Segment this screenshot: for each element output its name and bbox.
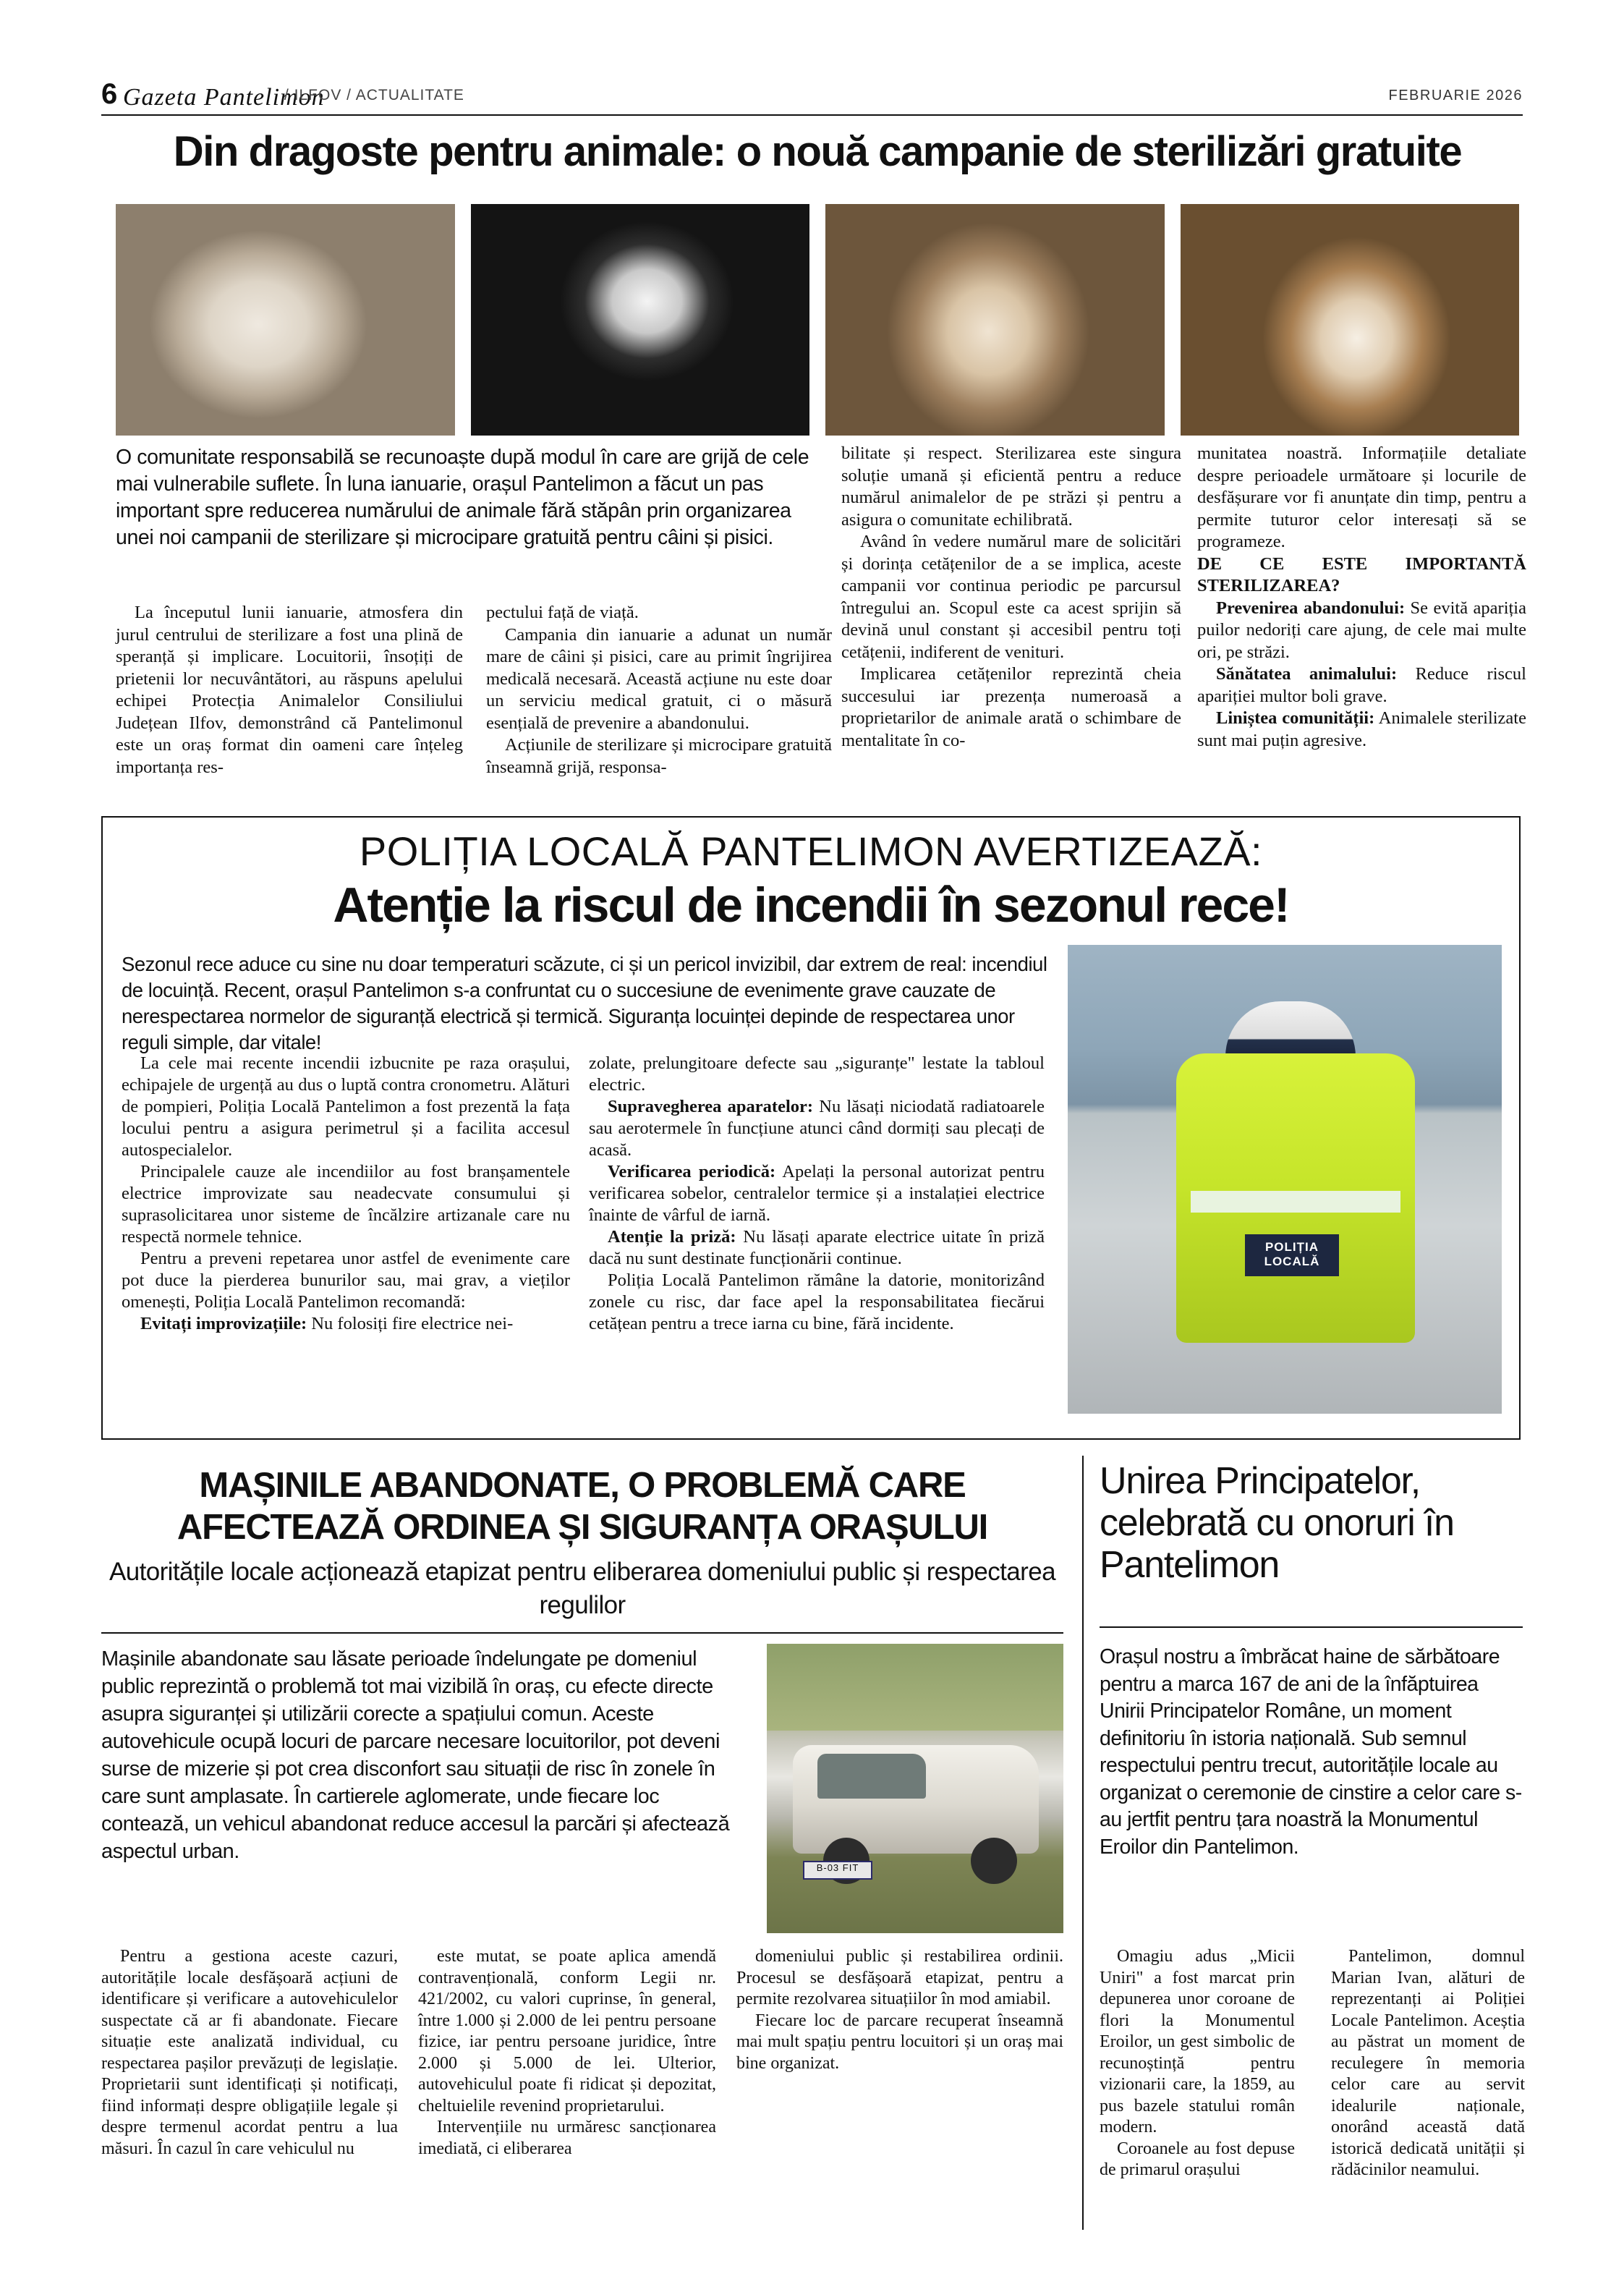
paragraph: munitatea noastră. Informațiile detaliate despre perioadele următoare și locurile de desfășurare vor fi anunțate din timp, pentru a permite tuturor celor interesați să se programeze. [1197, 444, 1526, 551]
paragraph: este mutat, se poate aplica amendă contravențională, conform Legii nr. 421/2002, cu valori cuprinse, în general, între 1.000 și 2.000 de lei pentru persoane fizice, iar pentru persoane juridice, între 2.000 și 5.000 de lei. Ulterior, autovehiculul poate fi ridicat și depozitat, cheltuielile revenind proprietarului. [418, 1947, 716, 2115]
photo-police-officer [1068, 945, 1502, 1414]
article3-headline: MAȘINILE ABANDONATE, O PROBLEMĂ CARE AFECTEAZĂ ORDINEA ȘI SIGURANȚA ORAȘULUI [177, 1466, 988, 1547]
article3-column-c [736, 1946, 1063, 2074]
publication-title: Gazeta Pantelimon [123, 84, 325, 111]
photo-beagle [1181, 204, 1520, 436]
safety-term: Evitați improvizațiile: [140, 1314, 307, 1333]
article4-column-a [1100, 1946, 1295, 2181]
paragraph: Pentru a gestiona aceste cazuri, autoritățile locale desfășoară acțiuni de identificare și verificare a autovehiculelor suspectate că ar fi abandonate. Fiecare situație este analizată individual, cu respectarea pașilor prevăzuți de legislație. Proprietarii sunt identificați și notificați, fiind informați despre obligațiile legale și despre termenul acordat pentru a lua măsuri. În cazul în care vehiculul nu [101, 1947, 398, 2158]
safety-term: Verificarea periodică: [608, 1162, 776, 1181]
safety-item [122, 1313, 570, 1335]
issue-date: FEBRUARIE 2026 [1388, 88, 1523, 103]
paragraph: Implicarea cetățenilor reprezintă cheia succesului iar prezența numeroasă a proprietarilor de animale arată o schimbare de mentalitate în co- [841, 664, 1181, 750]
paragraph: Poliția Locală Pantelimon rămâne la datorie, monitorizând zonele cu risc, dar face apel la responsabilitatea fiecărui cetățean pentru a trece iarna cu bine, fără incidente. [589, 1270, 1045, 1333]
article2-column-b [589, 1053, 1045, 1335]
photo-dog-white [116, 204, 455, 436]
car-window [817, 1754, 926, 1799]
article3-lede: Mașinile abandonate sau lăsate perioade îndelungate pe domeniul public reprezintă o problemă tot mai vizibilă în oraș, cu efecte directe asupra siguranței și utilizării corecte a spațiului comun. Aceste autovehicule ocupă locuri de parcare necesare locuitorilor, pot deveni surse de mizerie și pot crea disconfort sau situații de risc în zonele în care sunt amplasate. În cartierele aglomerate, unde fiecare loc contează, un vehicul abandonat reduce accesul la parcări și afectează aspectul urban. [101, 1647, 730, 1863]
article4-vertical-divider [1082, 1456, 1084, 2230]
article2-kicker: POLIȚIA LOCALĂ PANTELIMON AVERTIZEAZĂ: [359, 828, 1263, 874]
safety-text: Nu lăsați aparate electrice uitate în priză dacă nu sunt destinate funcționării continue. [589, 1227, 1045, 1268]
paragraph: Campania din ianuarie a adunat un număr mare de câini și pisici, care au primit îngrijirea medicală necesară. Această acțiune nu este doar un serviciu medical gratuit, ci o măsură esențială de prevenire a abandonului. [486, 624, 832, 733]
article1-column-b [486, 602, 832, 778]
safety-term: Atenție la priză: [608, 1227, 736, 1247]
article1-headline: Din dragoste pentru animale: o nouă campanie de sterilizări gratuite [173, 128, 1462, 175]
paragraph: Intervențiile nu urmăresc sancționarea imediată, ci eliberarea [418, 2118, 716, 2158]
section-label: / ILFOV / ACTUALITATE [284, 87, 464, 103]
benefit-item [1197, 598, 1526, 664]
safety-item [589, 1226, 1045, 1270]
article1-lede: O comunitate responsabilă se recunoaște după modul în care are grijă de cele mai vulnerabile suflete. În luna ianuarie, orașul Pantelimon a făcut un pas important spre reducerea numărului de animale fără stăpân prin organizarea unei noi campanii de sterilizare și microcipare gratuită pentru câini și pisici. [116, 446, 809, 549]
article4-divider [1100, 1626, 1523, 1628]
paragraph: domeniului public și restabilirea ordinii. Procesul se desfășoară etapizat, pentru a permite rezolvarea situațiilor în mod amiabil. [736, 1947, 1063, 2008]
benefit-item [1197, 663, 1526, 708]
safety-term: Supravegherea aparatelor: [608, 1097, 814, 1116]
police-reflective-stripe [1191, 1191, 1400, 1213]
benefit-term: Prevenirea abandonului: [1216, 598, 1406, 618]
benefit-text: Animalele sterilizate sunt mai puțin agresive. [1197, 708, 1526, 750]
paragraph: La cele mai recente incendii izbucnite pe raza orașului, echipajele de urgență au dus o luptă contra cronometru. Alături de pompieri, Poliția Locală Pantelimon a fost prezentă la fața locului pentru a asigura perimetrul și a facilita accesul autospecialelor. [122, 1053, 570, 1160]
article1-column-c [841, 443, 1181, 752]
paragraph: Pentru a preveni repetarea unor astfel de evenimente care pot duce la pierderea bunurilor sau, mai grav, a vieților omenești, Poliția Locală Pantelimon recomandă: [122, 1249, 570, 1312]
photo-abandoned-car [767, 1644, 1063, 1933]
paragraph: bilitate și respect. Sterilizarea este singura soluție umană și eficientă pentru a reduce numărul animalelor de pe străzi și pentru a asigura o comunitate echilibrată. [841, 444, 1181, 530]
article1-photo-strip [116, 204, 1519, 436]
article1-column-d [1197, 443, 1526, 752]
article2-headline: Atenție la riscul de incendii în sezonul rece! [333, 878, 1289, 933]
police-badge-text: POLIȚIA LOCALĂ [1245, 1234, 1339, 1276]
article2-column-a [122, 1053, 570, 1335]
photo-cat-black-white [471, 204, 810, 436]
paragraph: Pantelimon, domnul Marian Ivan, alături de reprezentanți ai Poliției Locale Pantelimon. Aceștia au păstrat un moment de reculegere în memoria celor care au servit idealurile naționale, onorând această dată istorică dedicată unității și rădăcinilor neamului. [1331, 1947, 1525, 2179]
page-number: 6 [101, 78, 117, 110]
safety-text: Apelați la personal autorizat pentru verificarea sobelor, centralelor termice și a instalației electrice înainte de vârful de iarnă. [589, 1162, 1045, 1225]
paragraph: Fiecare loc de parcare recuperat înseamnă mai mult spațiu pentru locuitori și un oraș mai bine organizat. [736, 2011, 1063, 2073]
paragraph: Având în vedere numărul mare de solicitări și dorința cetățenilor de a se implica, aceste campanii vor continua periodic pe parcursul întregului an. Scopul este ca acest sprijin să devină unul constant și accesibil pentru toți cetățenii, indiferent de venituri. [841, 532, 1181, 662]
article3-divider [101, 1632, 1063, 1634]
benefit-term: Sănătatea animalului: [1216, 664, 1398, 684]
benefit-text: Se evită apariția puilor nedoriți care ajung, de cele mai multe ori, pe străzi. [1197, 598, 1526, 662]
car-wheel-rear [971, 1838, 1017, 1884]
paragraph: La începutul lunii ianuarie, atmosfera din jurul centrului de sterilizare a fost una plină de speranță și implicare. Locuitorii, însoțiți de prietenii lor necuvântători, au răspuns apelului echipei Protecția Animalelor Consiliului Județean Ilfov, demonstrând că Pantelimonul este un oraș format din oameni care înțeleg importanța res- [116, 603, 463, 777]
photo-dog-street [825, 204, 1165, 436]
paragraph: Acțiunile de sterilizare și microcipare gratuită înseamnă grijă, responsa- [486, 735, 832, 777]
paragraph: zolate, prelungitoare defecte sau „siguranțe" lestate la tabloul electric. [589, 1053, 1045, 1095]
article4-lede: Orașul nostru a îmbrăcat haine de sărbătoare pentru a marca 167 de ani de la înfăptuirea Unirii Principatelor Române, un moment definitoriu în istoria națională. Sub semnul respectului pentru trecut, autoritățile locale au organizat o ceremonie de cinstire a celor care s-au jertfit pentru țara noastră la Monumentul Eroilor din Pantelimon. [1100, 1645, 1522, 1859]
article4-column-b [1331, 1946, 1525, 2181]
article2-lede: Sezonul rece aduce cu sine nu doar temperaturi scăzute, ci și un pericol invizibil, dar extrem de real: incendiul de locuință. Recent, orașul Pantelimon s-a confruntat cu o succesiune de evenimente grave cauzate de nerespectarea normelor de siguranță electrică și termică. Siguranța locuinței depinde de respectarea unor reguli simple, dar vitale! [122, 953, 1047, 1053]
safety-item [589, 1096, 1045, 1161]
article3-column-b [418, 1946, 716, 2160]
article4-headline: Unirea Principatelor, celebrată cu onoruri în Pantelimon [1100, 1460, 1454, 1586]
article3 [101, 1454, 1063, 1634]
article3-subhead: Autoritățile locale acționează etapizat pentru eliberarea domeniului public și respectarea regulilor [109, 1558, 1055, 1619]
background-vegetation [767, 1644, 1063, 1731]
benefit-item [1197, 708, 1526, 752]
paragraph: Principalele cauze ale incendiilor au fost branșamentele electrice improvizate sau neadecvate consumului și suprasolicitarea unor sisteme de încălzire artizanale care nu respectă normele tehnice. [122, 1162, 570, 1247]
article2-box [101, 816, 1521, 1440]
car-license-plate: B-03 FIT [803, 1861, 872, 1880]
benefit-text: Reduce riscul apariției multor boli grave. [1197, 664, 1526, 706]
paragraph: Omagiu adus „Micii Uniri" a fost marcat prin depunerea unor coroane de flori la Monumentul Eroilor, un gest simbolic de recunoștință pentru vizionarii care, la 1859, au pus bazele statului român modern. [1100, 1947, 1295, 2136]
masthead [101, 78, 1523, 114]
article1-subhead: DE CE ESTE IMPORTANTĂ STERILIZAREA? [1197, 553, 1526, 595]
safety-item [589, 1161, 1045, 1226]
benefit-term: Liniștea comunității: [1216, 708, 1375, 728]
paragraph: Coroanele au fost depuse de primarul orașului [1100, 2139, 1295, 2179]
article1-column-a [116, 602, 463, 778]
masthead-divider [101, 114, 1523, 116]
article3-column-a [101, 1946, 398, 2160]
safety-text: Nu folosiți fire electrice nei- [307, 1314, 514, 1333]
paragraph: pectului față de viață. [486, 603, 639, 622]
safety-text: Nu lăsați niciodată radiatoarele sau aerotermele în funcțiune atunci când dormiți sau plecați de acasă. [589, 1097, 1045, 1160]
